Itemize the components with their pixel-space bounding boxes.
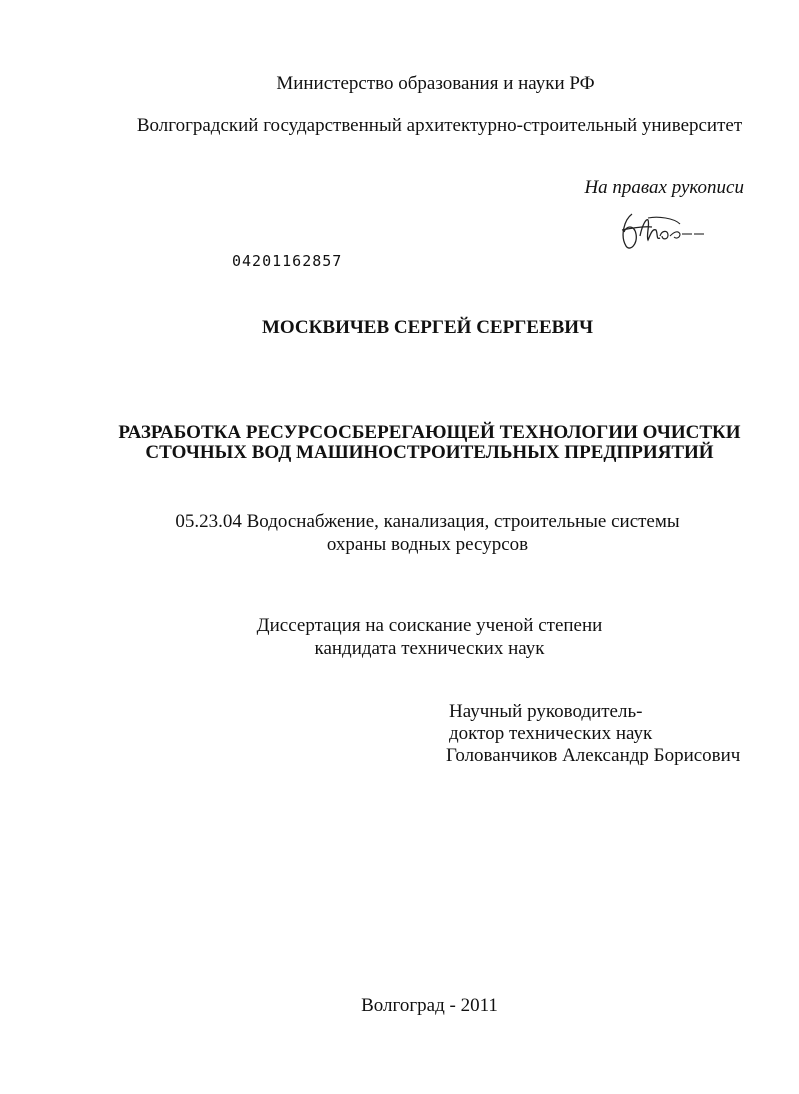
specialty-line-2: охраны водных ресурсов: [326, 534, 529, 555]
ministry-name: Министерство образования и науки РФ: [276, 73, 595, 94]
supervisor-degree: доктор технических наук: [449, 723, 653, 744]
inventory-number: 04201162857: [232, 252, 343, 270]
supervisor-role: Научный руководитель-: [449, 701, 643, 722]
rights-note: На правах рукописи: [584, 177, 744, 198]
dissertation-title-line-2: СТОЧНЫХ ВОД МАШИНОСТРОИТЕЛЬНЫХ ПРЕДПРИЯТИЙ: [145, 442, 714, 463]
dissertation-type-line-1: Диссертация на соискание ученой степени: [256, 615, 603, 636]
city-year: Волгоград - 2011: [361, 995, 498, 1016]
author-name: МОСКВИЧЕВ СЕРГЕЙ СЕРГЕЕВИЧ: [261, 317, 594, 338]
signature-icon: [618, 206, 710, 256]
dissertation-type-line-2: кандидата технических наук: [314, 638, 545, 659]
dissertation-title-line-1: РАЗРАБОТКА РЕСУРСОСБЕРЕГАЮЩЕЙ ТЕХНОЛОГИИ ОЧИСТКИ: [118, 422, 741, 443]
supervisor-name: Голованчиков Александр Борисович: [446, 745, 741, 766]
university-name: Волгоградский государственный архитектурно-строительный университет: [136, 115, 743, 136]
specialty-line-1: 05.23.04 Водоснабжение, канализация, строительные системы: [175, 511, 680, 532]
